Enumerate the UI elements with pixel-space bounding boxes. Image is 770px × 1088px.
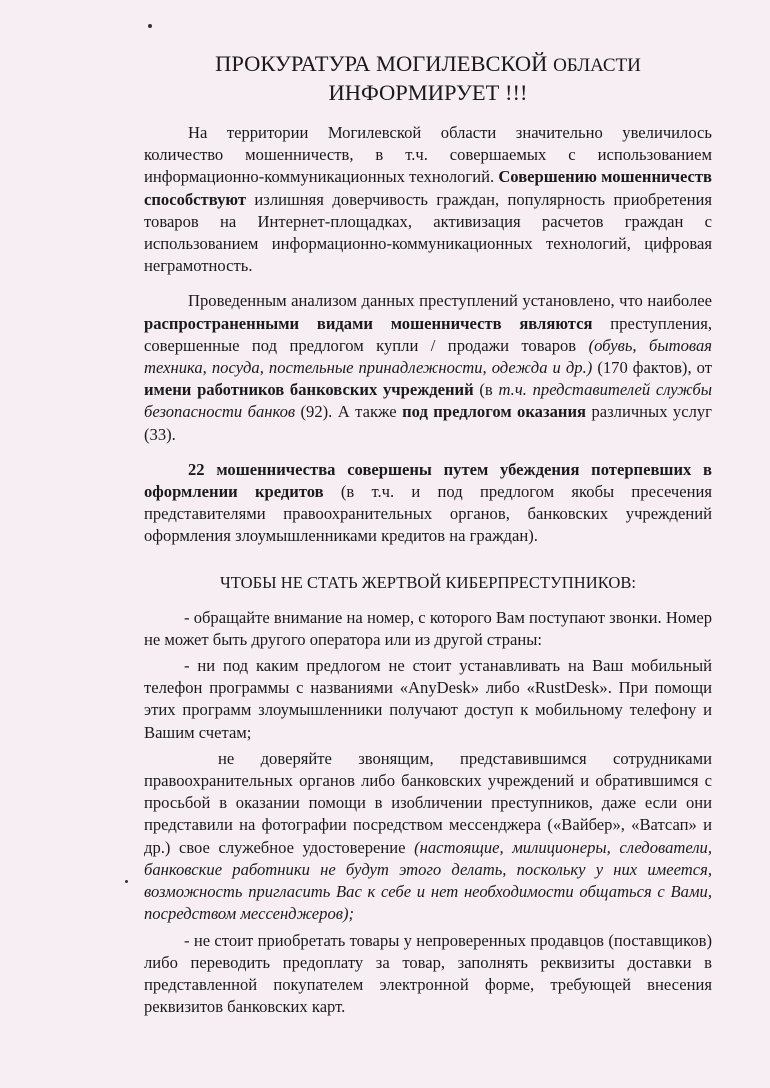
title-line-1 xyxy=(144,50,712,79)
paragraph-1 xyxy=(144,122,712,277)
p3-text-1: (в т.ч. и под предлогом якобы пресечения представителями правоохранительных органов, банковских учреждений оформления злоумышленниками кредитов на граждан). xyxy=(144,482,712,546)
document-title xyxy=(144,50,712,106)
p2-text-2: преступления, совершенные под предлогом купли / продажи товаров xyxy=(144,313,712,355)
p2-bold-1: распространенными видами мошенничеств являются xyxy=(144,313,593,333)
p2-text-4: (в xyxy=(473,380,499,400)
p2-text-5: (92). А также xyxy=(295,402,403,422)
p2-italic-2: т.ч. представителей службы безопасности банков xyxy=(144,380,712,422)
p2-text-6: различных услуг (33). xyxy=(144,402,712,444)
p2-bold-3: под предлогом оказания xyxy=(402,402,587,422)
item3-text: не доверяйте звонящим, представившимся сотрудниками правоохранительных органов либо банковских учреждений и обратившимся с просьбой в оказании помощи в изобличении преступников, даже если они представили на фотографии посредством мессенджера («Вайбер», «Ватсап» и др.) свое служебное удостоверение xyxy=(144,748,712,857)
scan-speck xyxy=(125,880,128,883)
p3-bold-1: 22 мошенничества совершены путем убеждения потерпевших в оформлении кредитов xyxy=(144,459,712,502)
p1-text-2: излишняя доверчивость граждан, популярность приобретения товаров на Интернет-площадках, активизация расчетов граждан с использованием информационно-коммуникационных технологий, цифровая неграмотность. xyxy=(144,189,712,276)
list-item-3 xyxy=(144,748,712,926)
p1-bold-1: Совершению мошенничеств способствуют xyxy=(144,167,712,209)
p1-text-1: На территории Могилевской области значительно увеличилось количество мошенничеств, в т.ч. совершаемых с использованием информационно-коммуникационных технологий. xyxy=(144,123,712,187)
item3-italic: (настоящие, милиционеры, следователи, банковские работники не будут этого делать, поскольку у них имеется, возможность пригласить Вас к себе и нет необходимости общаться с Вами, посредством мессенджеров); xyxy=(144,837,712,924)
paragraph-2 xyxy=(144,290,712,445)
paragraph-3 xyxy=(144,459,712,548)
p2-text-1: Проведенным анализом данных преступлений установлено, что наиболее xyxy=(188,291,712,311)
list-item-1: - обращайте внимание на номер, с которого Вам поступают звонки. Номер не может быть другого оператора или из другой страны: xyxy=(144,607,712,649)
title-small: ОБЛАСТИ xyxy=(553,55,641,76)
scan-speck xyxy=(148,24,152,28)
p2-italic-1: (обувь, бытовая техника, посуда, постельные принадлежности, одежда и др.) xyxy=(144,335,712,378)
title-main: ПРОКУРАТУРА МОГИЛЕВСКОЙ xyxy=(215,51,554,76)
section-heading: ЧТОБЫ НЕ СТАТЬ ЖЕРТВОЙ КИБЕРПРЕСТУПНИКОВ: xyxy=(219,572,637,592)
p2-bold-2: имени работников банковских учреждений xyxy=(144,380,474,400)
list-item-4: - не стоит приобретать товары у непроверенных продавцов (поставщиков) либо переводить предоплату за товар, заполнять реквизиты доставки в представленной покупателем электронной форме, требующей внесения реквизитов банковских карт. xyxy=(144,930,712,1017)
title-line-2: ИНФОРМИРУЕТ !!! xyxy=(328,80,528,105)
p2-text-3: (170 фактов), от xyxy=(592,358,712,378)
list-item-2: - ни под каким предлогом не стоит устанавливать на Ваш мобильный телефон программы с названиями «AnyDesk» либо «RustDesk». При помощи этих программ злоумышленники получают доступ к мобильному телефону и Вашим счетам; xyxy=(144,656,712,742)
